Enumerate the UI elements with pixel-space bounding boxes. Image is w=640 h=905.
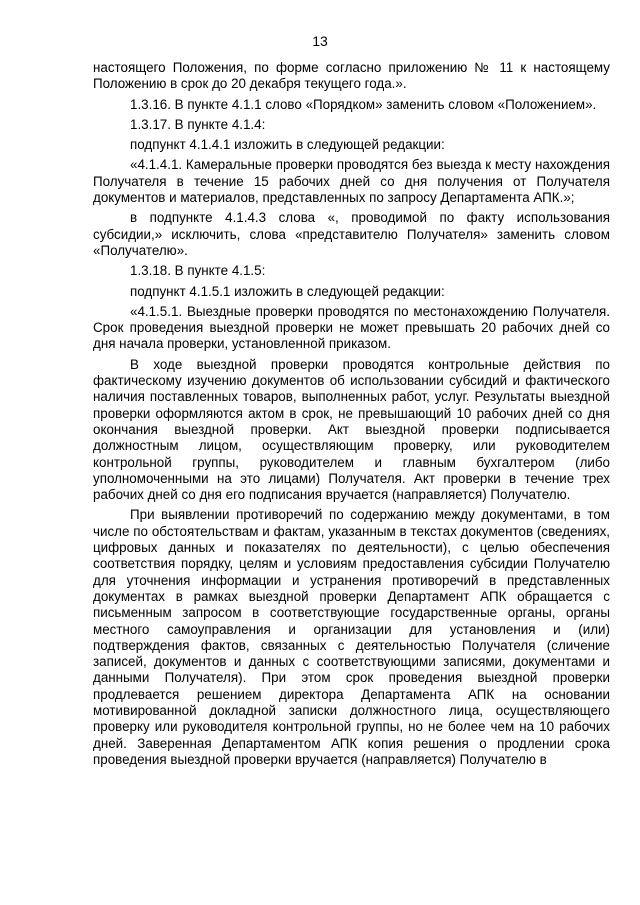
paragraph-inspection-procedure: В ходе выездной проверки проводятся контрольные действия по фактическому изучению документов об использовании субсидий и фактического наличия поставленных товаров, выполненных работ, услуг. Результаты выездной проверки оформляются актом в срок, не превышающий 10 рабочих дней со дня окончания выездной проверки. Акт выездной проверки подписывается должностным лицом, осуществляющим проверку, или руководителем контрольной группы, руководителем и главным бухгалтером (либо уполномоченными на это лицами) Получателя. Акт проверки в течение трех рабочих дней со дня его подписания вручается (направляется) Получателю. (93, 356, 610, 503)
paragraph-continuation: настоящего Положения, по форме согласно приложению № 11 к настоящему Положению в срок до 20 декабря текущего года.». (93, 60, 610, 92)
paragraph-1-3-16: 1.3.16. В пункте 4.1.1 слово «Порядком» заменить словом «Положением». (130, 96, 597, 112)
paragraph-subitem-4-1-5-1-intro: подпункт 4.1.5.1 изложить в следующей редакции: (130, 283, 445, 299)
paragraph-4-1-5-1-text: «4.1.5.1. Выездные проверки проводятся по местонахождению Получателя. Срок проведения выездной проверки не может превышать 20 рабочих дней со дня начала проверки, установленной приказом. (93, 303, 610, 352)
paragraph-1-3-17: 1.3.17. В пункте 4.1.4: (130, 116, 266, 132)
paragraph-4-1-4-3-amendment: в подпункте 4.1.4.3 слова «, проводимой по факту использования субсидии,» исключить, слова «представителю Получателя» заменить словом «Получателю». (93, 210, 610, 258)
paragraph-4-1-4-1-text: «4.1.4.1. Камеральные проверки проводятся без выезда к месту нахождения Получателя в течение 15 рабочих дней со дня получения от Получателя документов и материалов, представленных по запросу Департамента АПК.»; (93, 157, 610, 206)
paragraph-contradictions: При выявлении противоречий по содержанию между документами, в том числе по обстоятельствам и фактам, указанным в текстах документов (сведениях, цифровых данных и показателях по деятельности), с целью обеспечения соответствия порядку, целям и условиям предоставления субсидии Получателю для уточнения информации и устранения противоречий в представленных документах в рамках выездной проверки Департамент АПК обращается с письменным запросом в соответствующие государственные органы, органы местного самоуправления и организации для установления и (или) подтверждения фактов, связанных с деятельностью Получателя (сличение записей, документов и данных с соответствующими записями, документами и данными Получателя). При этом срок проведения выездной проверки продлевается решением директора Департамента АПК на основании мотивированной докладной записки должностного лица, осуществляющего проверку или руководителя контрольной группы, но не более чем на 10 рабочих дней. Заверенная Департаментом АПК копия решения о продлении срока проведения выездной проверки вручается (направляется) Получателю в (93, 507, 610, 767)
paragraph-subitem-4-1-4-1-intro: подпункт 4.1.4.1 изложить в следующей редакции: (130, 137, 445, 153)
page-number: 13 (312, 33, 328, 49)
paragraph-1-3-18: 1.3.18. В пункте 4.1.5: (130, 263, 266, 279)
document-body (93, 60, 610, 772)
